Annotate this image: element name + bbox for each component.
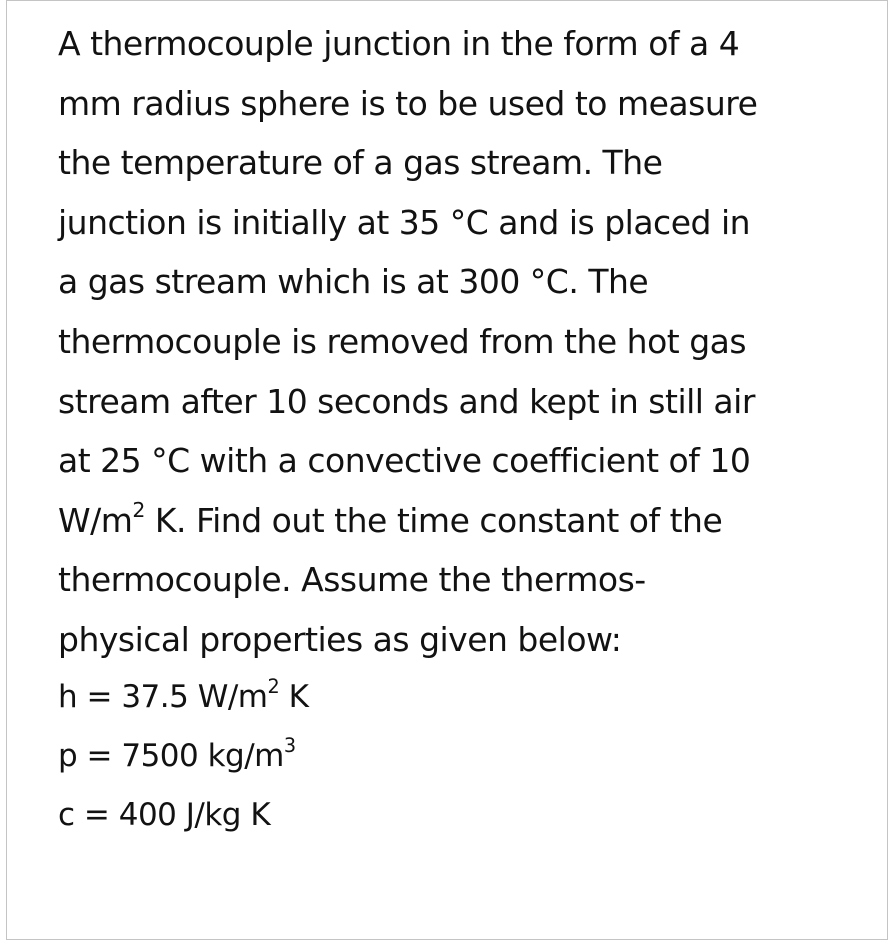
superscript: 3 xyxy=(283,733,296,757)
problem-statement xyxy=(58,14,858,670)
text-segment: A thermocouple junction in the form of a 4 xyxy=(58,24,740,63)
problem-line-6 xyxy=(58,312,858,372)
text-segment: junction is initially at 35 °C and is placed in xyxy=(58,202,751,242)
problem-line-5 xyxy=(58,252,858,312)
text-segment: K xyxy=(279,679,309,715)
text-segment: thermocouple is removed from the hot gas xyxy=(58,321,747,361)
given-c xyxy=(58,786,658,845)
text-segment: thermocouple. Assume the thermos- xyxy=(58,560,646,600)
given-properties xyxy=(58,668,658,845)
problem-line-2 xyxy=(58,74,858,134)
problem-line-3 xyxy=(58,133,858,193)
given-density xyxy=(58,727,658,786)
text-segment: K. Find out the time constant of the xyxy=(144,500,723,540)
problem-line-10 xyxy=(58,550,858,610)
text-segment: stream after 10 seconds and kept in still air xyxy=(58,381,755,421)
problem-line-7 xyxy=(58,372,858,432)
problem-line-9 xyxy=(58,491,858,551)
text-segment: p = 7500 kg/m xyxy=(58,738,284,774)
text-segment: physical properties as given below: xyxy=(58,619,622,659)
text-segment: c = 400 J/kg K xyxy=(58,797,271,833)
problem-line-11 xyxy=(58,610,858,670)
text-segment: mm radius sphere is to be used to measure xyxy=(58,83,758,123)
problem-line-1 xyxy=(58,14,858,74)
text-segment: at 25 °C with a convective coefficient of 10 xyxy=(58,441,751,481)
given-h xyxy=(58,668,658,727)
problem-line-4 xyxy=(58,193,858,253)
superscript: 2 xyxy=(267,674,280,698)
text-segment: h = 37.5 W/m xyxy=(58,679,268,715)
text-segment: W/m xyxy=(58,500,133,540)
text-segment: a gas stream which is at 300 °C. The xyxy=(58,262,649,302)
problem-line-8 xyxy=(58,431,858,491)
superscript: 2 xyxy=(132,497,145,522)
text-segment: the temperature of a gas stream. The xyxy=(58,143,663,183)
